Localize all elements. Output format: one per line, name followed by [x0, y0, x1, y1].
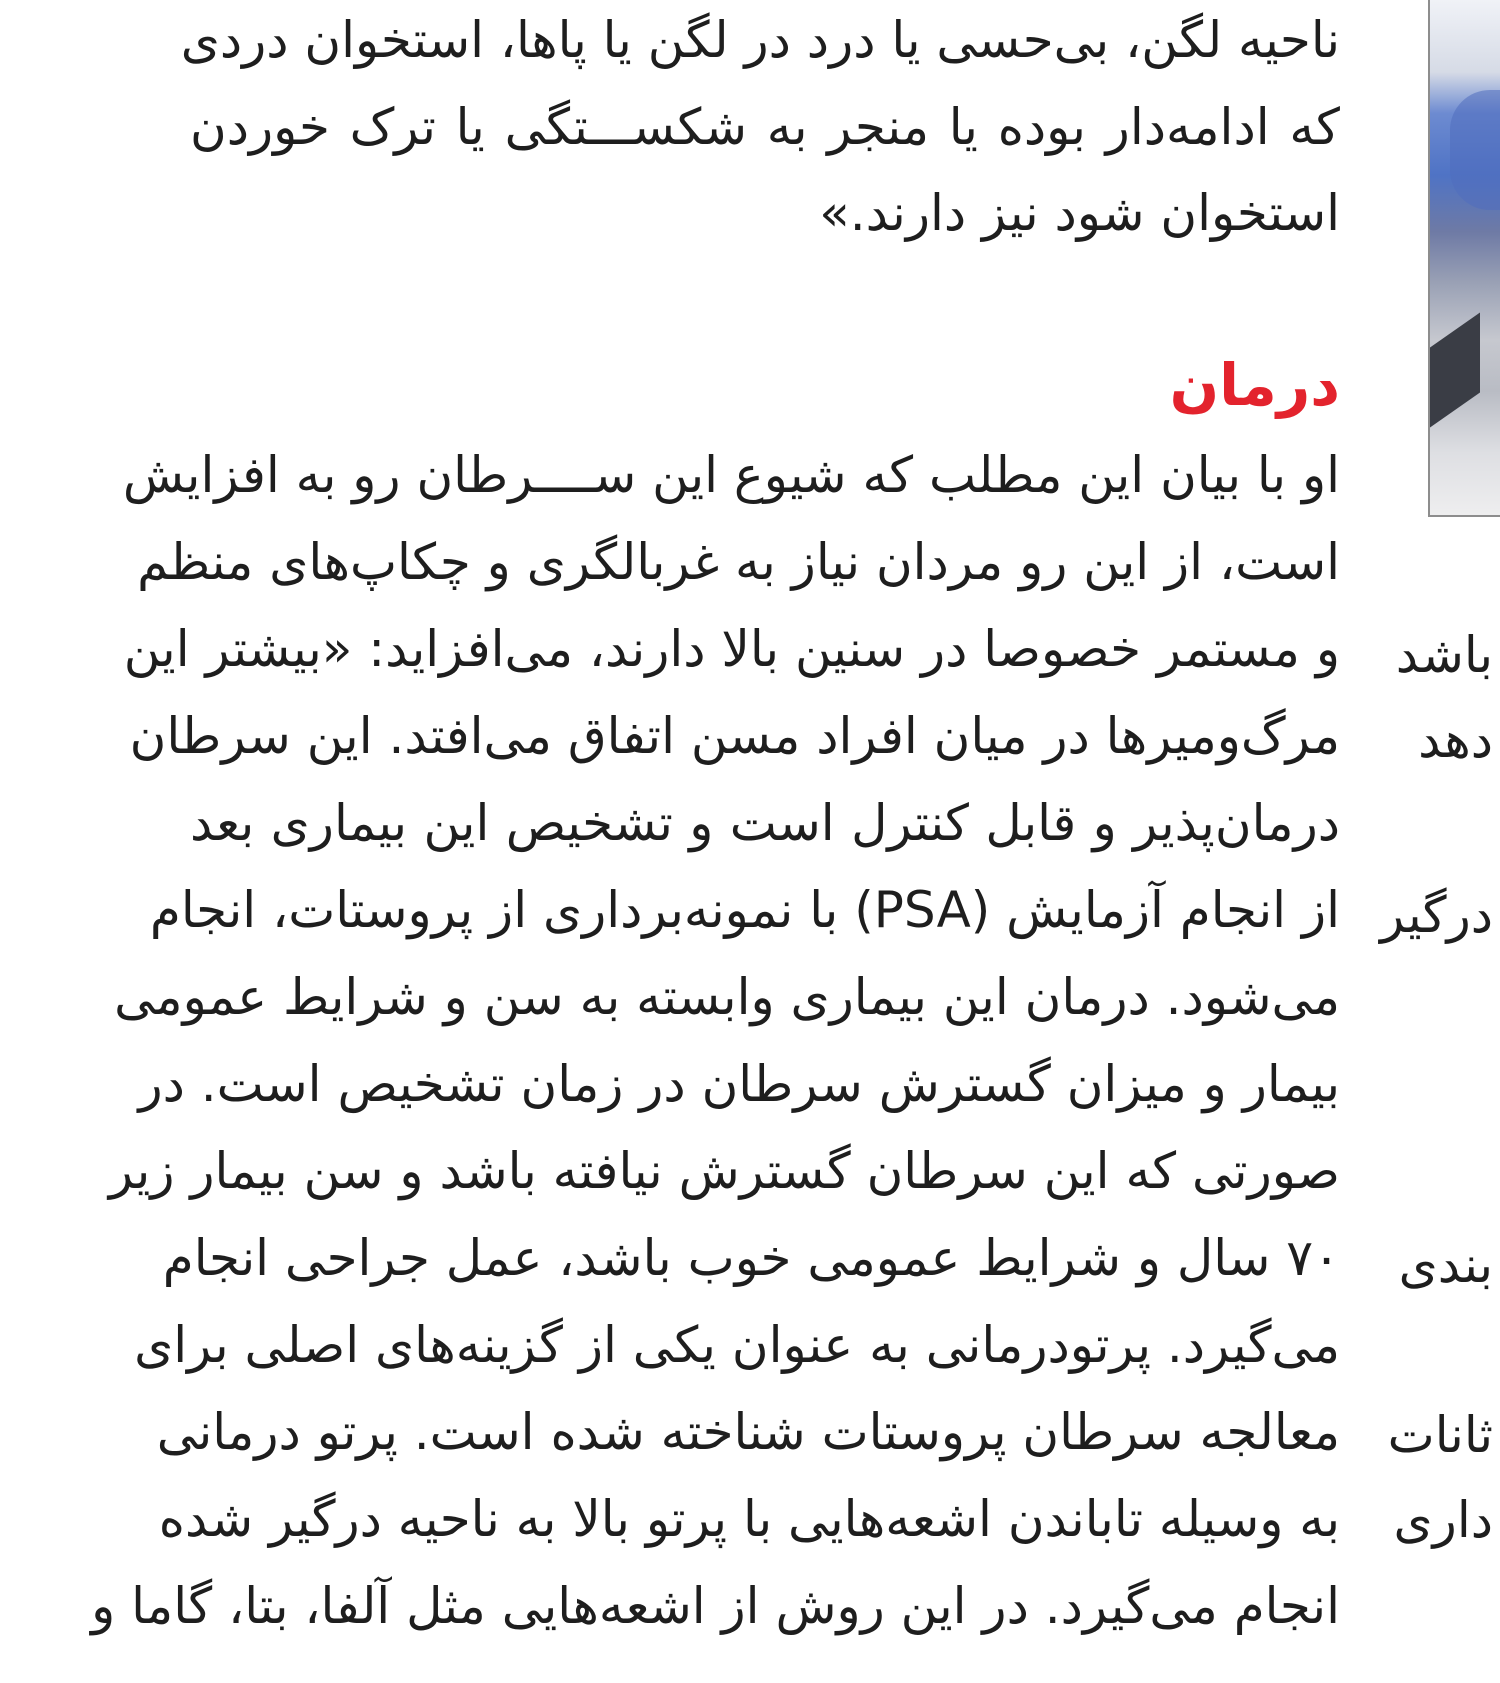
body-line-8: بیمار و میزان گسترش سرطان در زمان تشخیص است. در: [138, 1055, 1340, 1113]
side-fragment-text: درگیر: [1380, 886, 1493, 944]
body-line-11: می‌گیرد. پرتودرمانی به عنوان یکی از گزینه‌های اصلی برای: [134, 1316, 1340, 1374]
body-line-14: انجام می‌گیرد. در این روش از اشعه‌هایی مثل آلفا، بتا، گاما و: [91, 1577, 1340, 1635]
body-line-9: صورتی که این سرطان گسترش نیافته باشد و سن بیمار زیر: [108, 1142, 1340, 1200]
body-line-4: مرگ‌ومیرها در میان افراد مسن اتفاق می‌افتد. این سرطان: [129, 707, 1340, 765]
body-line-6: از انجام آزمایش (PSA) با نمونه‌برداری از پروستات، انجام: [149, 881, 1340, 939]
article-column: [91, 0, 1340, 1683]
side-fragment-text: ثانات: [1387, 1406, 1493, 1464]
side-fragment-2: [1418, 705, 1500, 791]
side-fragment-text: دهد: [1418, 711, 1493, 769]
side-fragment-text: باشد: [1395, 626, 1493, 684]
article-photo: [1428, 0, 1500, 517]
body-line-13: به وسیله تاباندن اشعه‌هایی با پرتو بالا به ناحیه درگیر شده: [158, 1490, 1340, 1548]
intro-line-1: ناحیه لگن، بی‌حسی یا درد در لگن یا پاها، استخوان دردی: [180, 11, 1340, 69]
body-line-12: معالجه سرطان پروستات شناخته شده است. پرتو درمانی: [156, 1403, 1340, 1461]
body-line-10: ۷۰ سال و شرایط عمومی خوب باشد، عمل جراحی انجام: [162, 1229, 1340, 1287]
side-fragment-6: [1393, 1485, 1500, 1571]
photo-shadow: [1430, 312, 1480, 427]
side-fragment-3: [1380, 880, 1500, 966]
side-fragment-4: [1398, 1230, 1500, 1316]
intro-line-3: استخوان شود نیز دارند.»: [819, 184, 1340, 242]
side-fragment-text: داری: [1393, 1491, 1493, 1549]
intro-line-2: که ادامه‌دار بوده یا منجر به شکســـتگی یا ترک خوردن: [190, 98, 1340, 156]
body-line-2: است، از این رو مردان نیاز به غربالگری و چکاپ‌های منظم: [137, 533, 1340, 591]
body-line-7: می‌شود. درمان این بیماری وابسته به سن و شرایط عمومی: [114, 968, 1340, 1026]
side-fragment-text: بندی: [1398, 1236, 1493, 1294]
side-fragment-5: [1387, 1400, 1500, 1486]
section-heading: درمان: [1169, 351, 1340, 419]
body-line-5: درمان‌پذیر و قابل کنترل است و تشخیص این بیماری بعد: [190, 794, 1340, 852]
body-line-3: و مستمر خصوصا در سنین بالا دارند، می‌افزاید: «بیشتر این: [123, 620, 1340, 678]
side-fragment-1: [1395, 620, 1500, 706]
body-line-1: او با بیان این مطلب که شیوع این ســــرطان رو به افزایش: [122, 446, 1340, 504]
photo-highlight: [1450, 90, 1500, 210]
